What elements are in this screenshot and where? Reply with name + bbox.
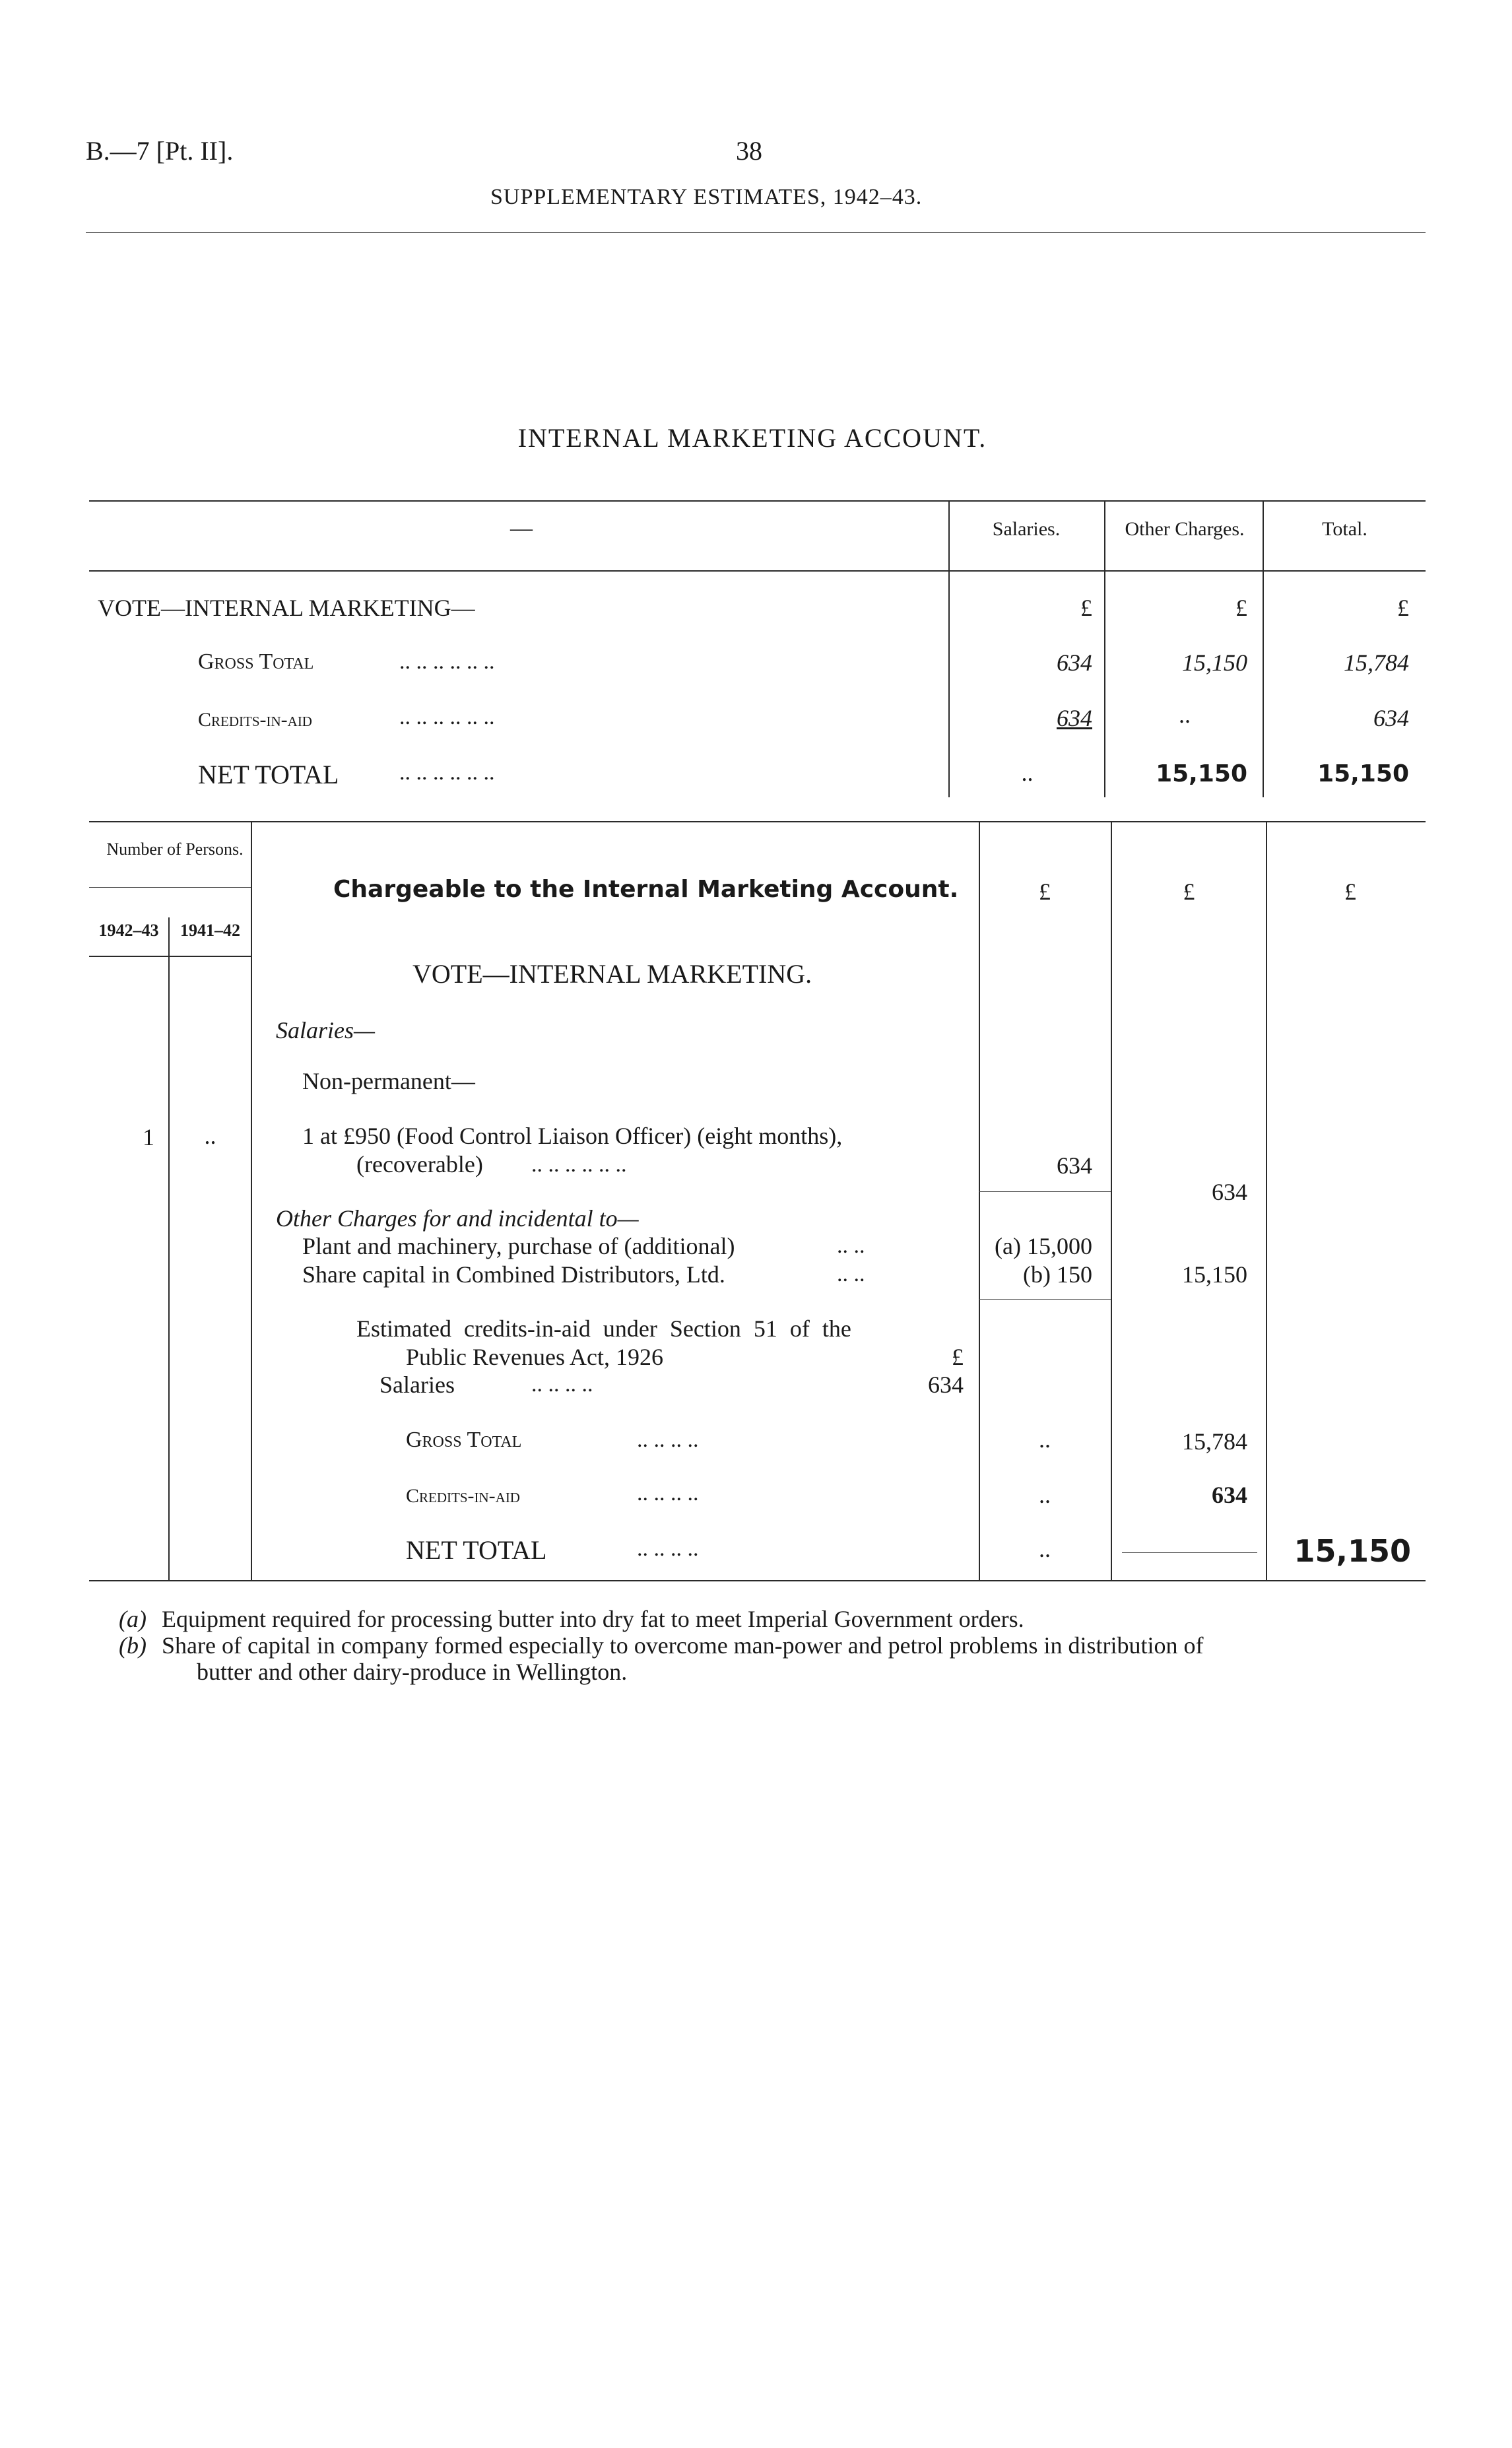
summary-gross-other: 15,150	[1182, 649, 1247, 676]
year-1942-43: 1942–43	[98, 921, 159, 940]
summary-gross-dots: .. .. .. .. .. ..	[399, 649, 495, 674]
summary-currency-other: £	[1235, 595, 1247, 621]
plant-dots: .. ..	[837, 1234, 865, 1258]
item1-amount: 634	[1057, 1152, 1092, 1179]
summary-net-salaries: ..	[1021, 760, 1034, 786]
summary-net-dots: .. .. .. .. .. ..	[399, 760, 495, 785]
footnote-a-mark: (a)	[119, 1606, 147, 1632]
footnote-a-text: Equipment required for processing butter into dry fat to meet Imperial Government orders.	[162, 1606, 1024, 1632]
estimated-salaries-label: Salaries	[379, 1372, 455, 1398]
detail-credits-other: 634	[1212, 1482, 1247, 1508]
summary-currency-total: £	[1397, 595, 1409, 621]
detail-gross-salaries: ..	[1039, 1426, 1051, 1453]
detail-gross-other: 15,784	[1182, 1428, 1247, 1455]
summary-col-salaries: Salaries.	[992, 518, 1061, 540]
years-rule	[89, 956, 251, 957]
page-number: 38	[736, 136, 762, 166]
account-title: INTERNAL MARKETING ACCOUNT.	[517, 423, 987, 453]
persons-header-rule	[89, 887, 251, 888]
summary-col-blank: —	[510, 516, 533, 541]
detail-net-label: NET TOTAL	[406, 1535, 547, 1565]
detail-net-dots: .. .. .. ..	[637, 1537, 699, 1561]
salaries-heading: Salaries—	[276, 1017, 376, 1043]
estimated-currency: £	[952, 1344, 964, 1370]
summary-credits-label: Credits-in-aid	[198, 709, 312, 731]
detail-credits-dots: .. .. .. ..	[637, 1481, 699, 1505]
detail-credits-label: Credits-in-aid	[406, 1485, 520, 1507]
persons-header: Number of Persons.	[106, 840, 244, 859]
detail-bottom-rule	[89, 1580, 1426, 1581]
item1-count-1942: 1	[143, 1124, 154, 1150]
summary-divider-1	[948, 500, 950, 797]
summary-credits-salaries: 634	[1057, 705, 1092, 731]
detail-currency-salaries: £	[1039, 878, 1051, 905]
detail-divider-salaries	[979, 821, 980, 1580]
summary-vote-label: VOTE—INTERNAL MARKETING—	[98, 595, 475, 621]
summary-gross-total: 15,784	[1344, 649, 1409, 676]
detail-divider-desc	[251, 821, 252, 1580]
footnote-b-text-line1: Share of capital in company formed especially to overcome man-power and petrol problems in distribution of	[162, 1632, 1204, 1659]
estimated-line1: Estimated credits-in-aid under Section 51 of the	[356, 1315, 851, 1342]
summary-header-rule	[89, 570, 1426, 572]
summary-credits-other: ..	[1179, 702, 1191, 728]
summary-col-total: Total.	[1322, 518, 1367, 540]
header-rule	[86, 232, 1426, 233]
detail-credits-salaries: ..	[1039, 1482, 1051, 1508]
share-subtotal: 15,150	[1182, 1261, 1247, 1288]
detail-net-salaries: ..	[1039, 1536, 1051, 1562]
summary-credits-dots: .. .. .. .. .. ..	[399, 705, 495, 729]
item1-count-1941: ..	[204, 1123, 216, 1149]
chargeable-heading: Chargeable to the Internal Marketing Account.	[333, 876, 959, 903]
detail-gross-label: Gross Total	[406, 1428, 522, 1452]
detail-divider-years	[168, 917, 170, 1580]
estimated-line2: Public Revenues Act, 1926	[406, 1344, 663, 1370]
summary-net-other: 15,150	[1156, 760, 1247, 787]
other-charges-heading: Other Charges for and incidental to—	[276, 1205, 639, 1232]
year-1941-42: 1941–42	[180, 921, 240, 940]
detail-gross-dots: .. .. .. ..	[637, 1428, 699, 1452]
share-amount: (b) 150	[1023, 1261, 1092, 1288]
summary-credits-total: 634	[1373, 705, 1409, 731]
document-reference: B.—7 [Pt. II].	[86, 136, 234, 166]
summary-gross-salaries: 634	[1057, 649, 1092, 676]
detail-net-other-rule	[1122, 1552, 1257, 1553]
estimated-amount: 634	[928, 1372, 964, 1398]
detail-top-rule	[89, 821, 1426, 822]
item1-amount-rule	[979, 1191, 1111, 1192]
summary-net-total: 15,150	[1317, 760, 1409, 787]
plant-amount: (a) 15,000	[995, 1233, 1092, 1259]
item1-dots: .. .. .. .. .. ..	[531, 1152, 627, 1177]
detail-divider-total	[1266, 821, 1267, 1580]
footnote-b-mark: (b)	[119, 1632, 147, 1659]
summary-currency-salaries: £	[1080, 595, 1092, 621]
item1-subtotal: 634	[1212, 1179, 1247, 1205]
item1-description-line1: 1 at £950 (Food Control Liaison Officer) (eight months),	[302, 1123, 843, 1149]
detail-net-total: 15,150	[1294, 1533, 1411, 1569]
detail-currency-other: £	[1183, 878, 1195, 905]
share-label: Share capital in Combined Distributors, Ltd.	[302, 1261, 725, 1288]
item1-description-line2: (recoverable)	[356, 1151, 483, 1177]
other-charges-rule	[979, 1299, 1111, 1300]
summary-gross-label: Gross Total	[198, 649, 314, 674]
share-dots: .. ..	[837, 1262, 865, 1286]
estimated-dots: .. .. .. ..	[531, 1372, 593, 1397]
non-permanent-heading: Non-permanent—	[302, 1068, 475, 1094]
plant-label: Plant and machinery, purchase of (additional)	[302, 1233, 735, 1259]
summary-net-label: NET TOTAL	[198, 760, 339, 789]
detail-vote-heading: VOTE—INTERNAL MARKETING.	[412, 959, 812, 989]
summary-top-rule	[89, 500, 1426, 502]
page-subtitle: SUPPLEMENTARY ESTIMATES, 1942–43.	[490, 185, 923, 209]
footnote-b-text-line2: butter and other dairy-produce in Wellington.	[197, 1659, 628, 1685]
detail-currency-total: £	[1344, 878, 1356, 905]
summary-col-other-charges: Other Charges.	[1125, 518, 1245, 540]
